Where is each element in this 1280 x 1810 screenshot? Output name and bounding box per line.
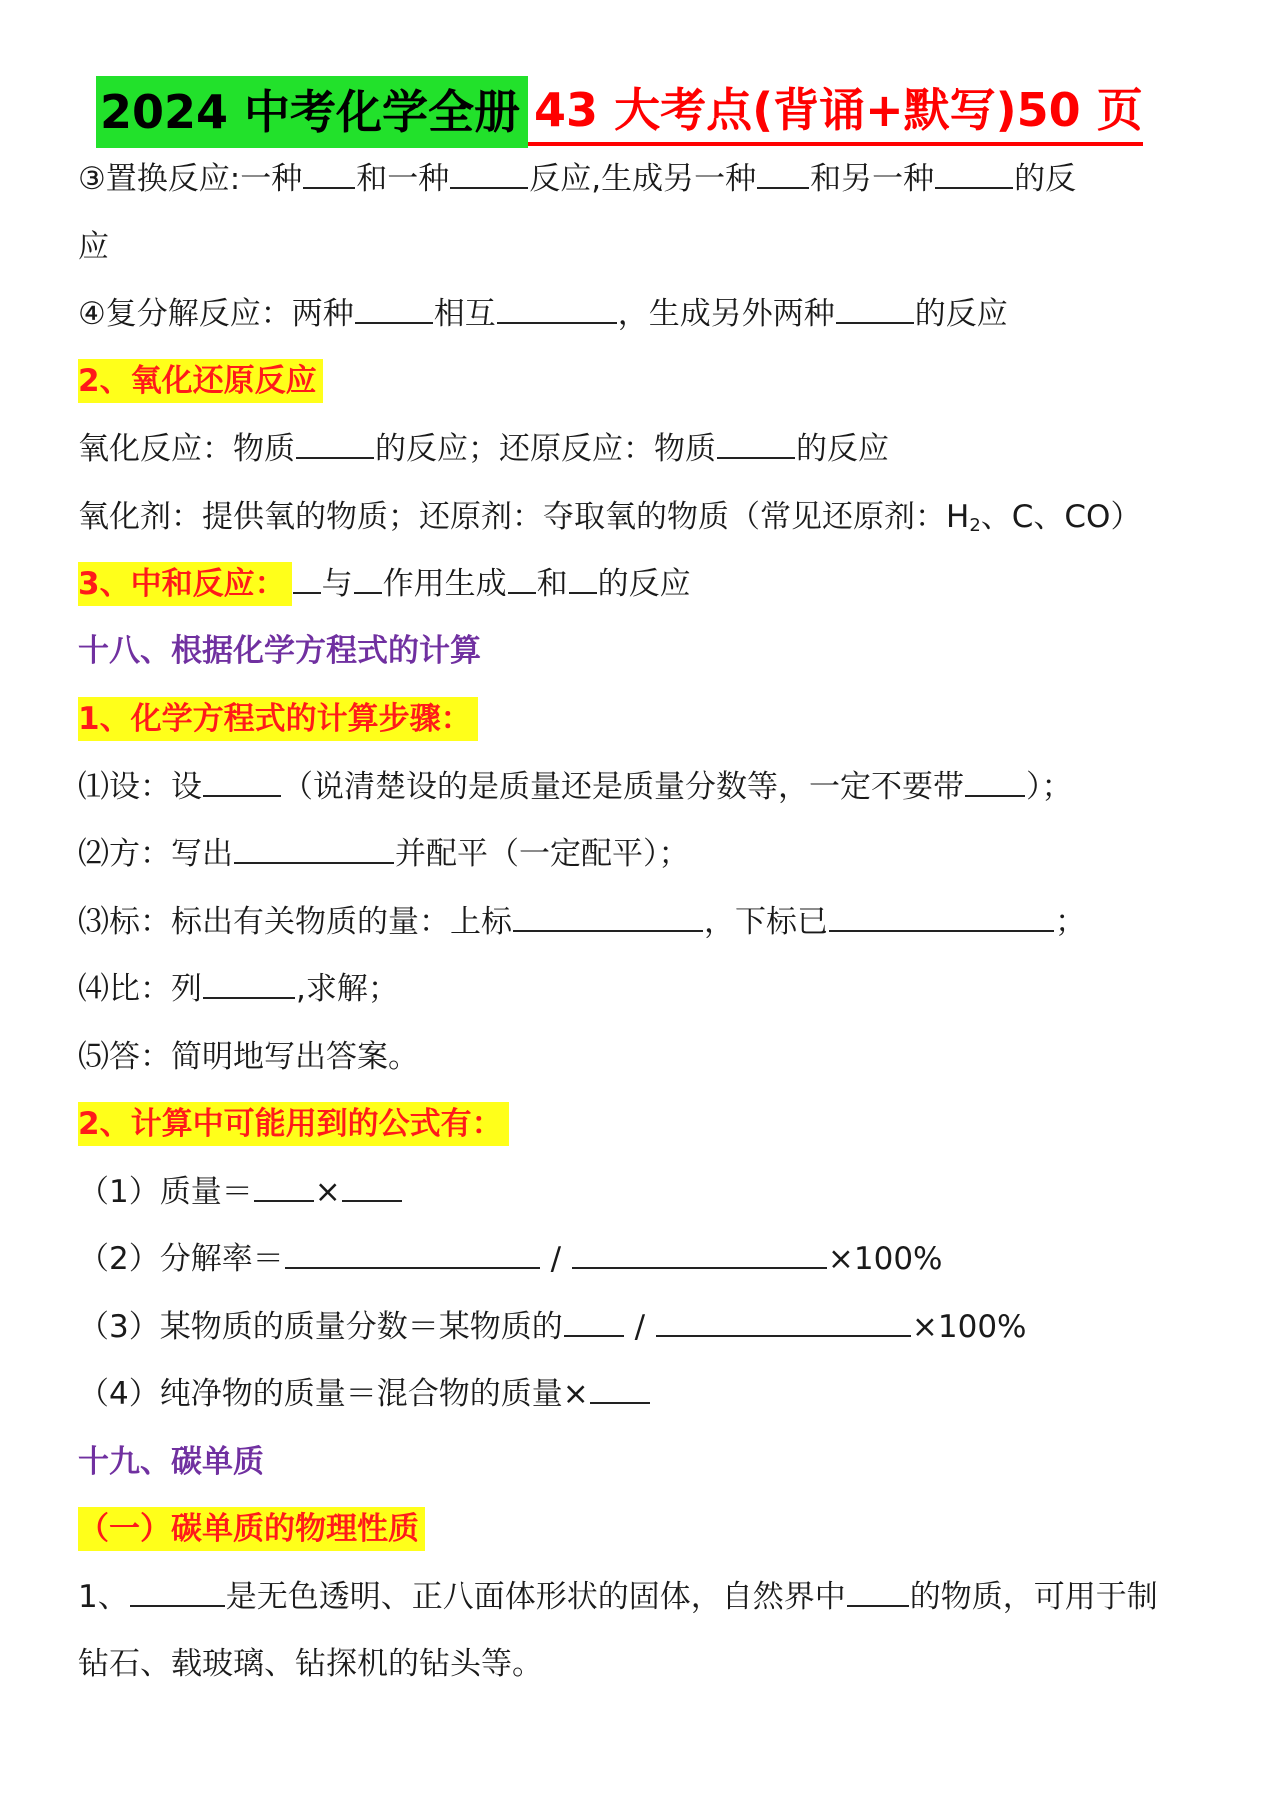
fill-blank [203,996,295,999]
fill-blank [965,794,1025,797]
subheading: 1、化学方程式的计算步骤： [78,696,478,742]
fill-blank [935,186,1013,189]
document-title [96,76,1143,148]
text-line: ⑸答：简明地写出答案。 [78,1039,419,1075]
fill-blank [303,186,355,189]
text-line: （1）质量＝ × [78,1169,403,1215]
text-line: 氧化反应：物质 的反应；还原反应：物质 的反应 [78,431,889,467]
fill-blank [285,1266,540,1269]
fill-blank [234,861,394,864]
text-line: 1、 是无色透明、正八面体形状的固体，自然界中 的物质，可用于制 [78,1579,1158,1615]
text-line: ⑶标：标出有关物质的量：上标 ，下标已 ； [78,904,1086,940]
text-line: 应 [78,229,109,265]
fill-blank [508,591,536,594]
subheading: 2、氧化还原反应 [78,358,323,404]
fill-blank [354,591,382,594]
fill-blank [572,1266,827,1269]
fill-blank [450,186,528,189]
text-line: ③置换反应:一种 和一种 反应,生成另一种 和另一种 的反 [78,161,1077,197]
text-line: 氧化剂：提供氧的物质；还原剂：夺取氧的物质（常见还原剂：$H_2$、C、CO） [78,499,1142,536]
text-line: （2）分解率＝ / ×100% [78,1241,943,1277]
fill-blank [254,1199,314,1202]
fill-blank [569,591,597,594]
text-line: ④复分解反应：两种 相互 ，生成另外两种 的反应 [78,296,1008,332]
fill-blank [355,321,433,324]
section-heading: 十九、碳单质 [78,1444,264,1480]
fill-blank [296,456,374,459]
fill-blank [293,591,321,594]
text-line: 3、中和反应： 与 作用生成 和 的反应 [78,561,691,607]
fill-blank [836,321,914,324]
fill-blank [656,1334,911,1337]
text-line: （4）纯净物的质量＝混合物的质量× [78,1371,651,1417]
text-line: ⑴设：设 （说清楚设的是质量还是质量分数等，一定不要带 ）； [78,769,1073,805]
title-left: 2024 中考化学全册 [96,76,528,148]
fill-blank [130,1604,225,1607]
subheading: （一）碳单质的物理性质 [78,1506,425,1552]
text-line: （3）某物质的质量分数＝某物质的 / ×100% [78,1309,1027,1345]
fill-blank [513,929,703,932]
text-line: ⑵方：写出 并配平（一定配平）； [78,836,690,872]
title-right: 43 大考点(背诵+默写)50 页 [528,78,1143,146]
subheading: 2、计算中可能用到的公式有： [78,1101,509,1147]
fill-blank [829,929,1054,932]
text-line: 钻石、载玻璃、钻探机的钻头等。 [78,1646,543,1682]
text-line: ⑷比：列 ,求解； [78,971,399,1007]
fill-blank [590,1401,650,1404]
fill-blank [564,1334,624,1337]
fill-blank [847,1604,909,1607]
fill-blank [342,1199,402,1202]
fill-blank [497,321,617,324]
fill-blank [203,794,281,797]
subheading: 3、中和反应： [78,562,292,606]
section-heading: 十八、根据化学方程式的计算 [78,633,481,669]
fill-blank [757,186,809,189]
fill-blank [717,456,795,459]
